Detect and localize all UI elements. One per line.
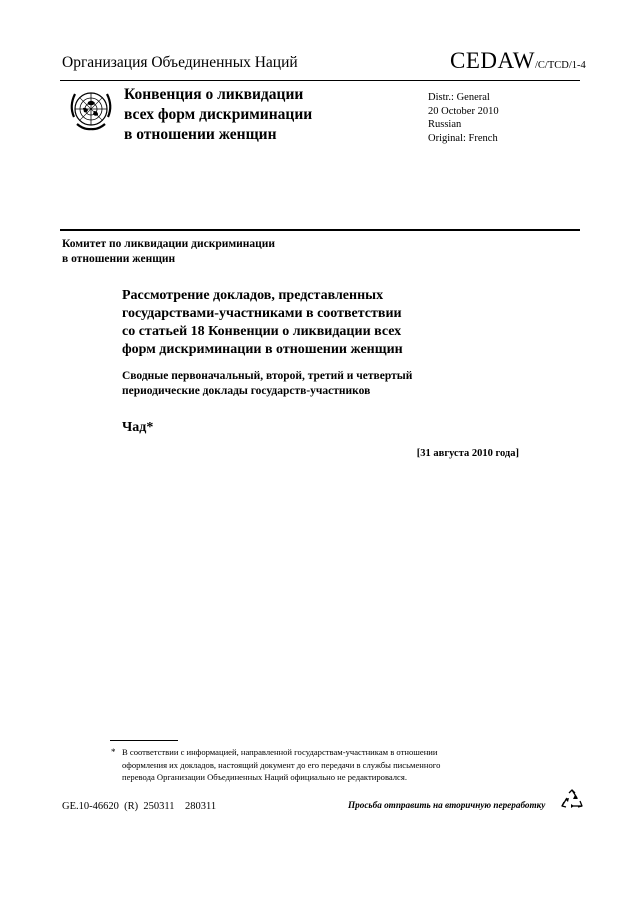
footnote-text [122, 746, 527, 784]
org-name: Организация Объединенных Наций [62, 54, 298, 71]
distribution-block [428, 91, 499, 145]
footnote-line: В соответствии с информацией, направленной государствам-участникам в отношении [122, 747, 438, 757]
distribution-line: Distr.: General [428, 92, 490, 103]
sub-heading-line: периодические доклады государств-участников [122, 385, 371, 397]
country-title: Чад* [122, 420, 154, 435]
distribution-language: Russian [428, 119, 462, 130]
main-heading-line: со статьей 18 Конвенции о ликвидации всех [122, 324, 402, 339]
un-emblem-icon [66, 84, 116, 134]
sub-heading [122, 369, 522, 399]
convention-title-line: в отношении женщин [124, 126, 277, 143]
report-date: [31 августа 2010 года] [416, 448, 519, 459]
main-heading-line: государствами-участниками в соответствии [122, 306, 402, 321]
recycle-note: Просьба отправить на вторичную переработку [348, 800, 546, 810]
footnote-line: перевода Организации Объединенных Наций официально не редактировался. [122, 772, 407, 782]
committee-line: Комитет по ликвидации дискриминации [62, 238, 276, 250]
document-symbol [450, 48, 586, 74]
main-heading [122, 287, 482, 359]
main-heading-line: форм дискриминации в отношении женщин [122, 342, 403, 357]
committee-line: в отношении женщин [62, 253, 176, 265]
footnote-line: оформления их докладов, настоящий документ до его передачи в службы письменного [122, 759, 441, 770]
header-rule [60, 80, 580, 81]
distribution-date: 20 October 2010 [428, 105, 499, 117]
convention-title-line: всех форм дискриминации [124, 106, 313, 123]
sub-heading-line: Сводные первоначальный, второй, третий и четвертый [122, 370, 413, 382]
convention-title-line: Конвенция о ликвидации [124, 86, 304, 103]
main-heading-line: Рассмотрение докладов, представленных [122, 288, 384, 303]
document-code: GE.10-46620 (R) 250311 280311 [62, 801, 217, 812]
section-rule [60, 229, 580, 231]
footnote-rule [110, 740, 178, 741]
distribution-original: Original: French [428, 132, 498, 144]
symbol-main: CEDAW [450, 48, 535, 73]
committee-name [62, 237, 362, 267]
recycle-icon [560, 789, 584, 811]
convention-title [124, 85, 414, 145]
footnote-mark: * [111, 747, 116, 757]
symbol-suffix: /C/TCD/1-4 [534, 60, 586, 71]
